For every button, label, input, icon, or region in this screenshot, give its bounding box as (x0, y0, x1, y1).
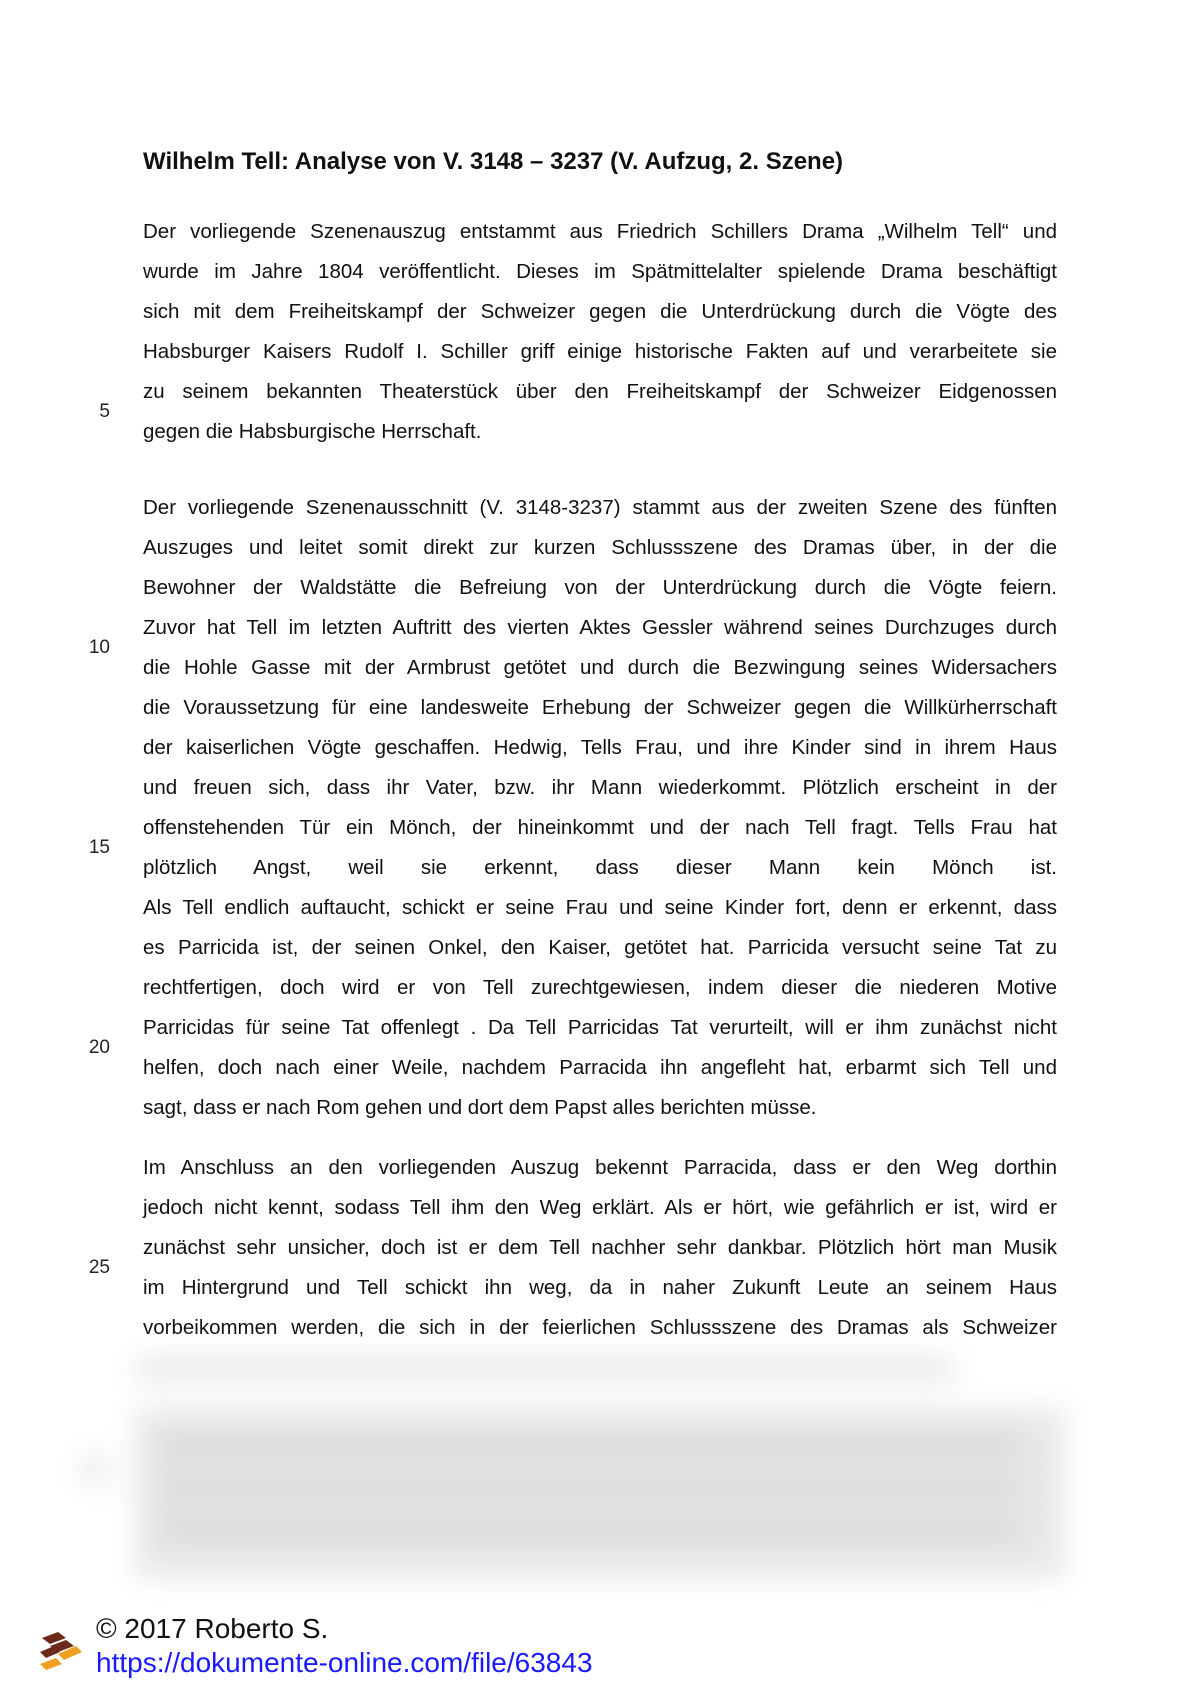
text-line: rechtfertigen, doch wird er von Tell zurechtgewiesen, indem dieser die niederen Motive (143, 976, 1057, 999)
text-line: die Hohle Gasse mit der Armbrust getötet und durch die Bezwingung seines Widersachers (143, 656, 1057, 679)
text-line: Als Tell endlich auftaucht, schickt er seine Frau und seine Kinder fort, denn er erkennt, dass (143, 896, 1057, 919)
line-number: 20 (88, 1037, 110, 1058)
copyright-text: © 2017 Roberto S. (96, 1613, 329, 1644)
footer (36, 1612, 836, 1692)
text-line: Parricidas für seine Tat offenlegt . Da Tell Parricidas Tat verurteilt, will er ihm zunächst nicht (143, 1016, 1057, 1039)
text-line: im Hintergrund und Tell schickt ihn weg, da in naher Zukunft Leute an seinem Haus (143, 1276, 1057, 1299)
text-line: offenstehenden Tür ein Mönch, der hineinkommt und der nach Tell fragt. Tells Frau hat (143, 816, 1057, 839)
text-line: zu seinem bekannten Theaterstück über den Freiheitskampf der Schweizer Eidgenossen (143, 380, 1057, 403)
text-line: vorbeikommen werden, die sich in der feierlichen Schlussszene des Dramas als Schweizer (143, 1316, 1057, 1339)
line-number: 15 (88, 837, 110, 858)
line-number: 5 (99, 401, 110, 422)
document-url-link[interactable]: https://dokumente-online.com/file/63843 (96, 1647, 593, 1678)
text-line: der kaiserlichen Vögte geschaffen. Hedwig, Tells Frau, und ihre Kinder sind in ihrem Haus (143, 736, 1057, 759)
text-line: Bewohner der Waldstätte die Befreiung von der Unterdrückung durch die Vögte feiern. (143, 576, 1057, 599)
text-line: gegen die Habsburgische Herrschaft. (143, 420, 482, 443)
text-line: jedoch nicht kennt, sodass Tell ihm den Weg erklärt. Als er hört, wie gefährlich er ist, wird er (143, 1196, 1057, 1219)
text-line: Auszuges und leitet somit direkt zur kurzen Schlussszene des Dramas über, in der die (143, 536, 1057, 559)
text-line: plötzlich Angst, weil sie erkennt, dass dieser Mann kein Mönch ist. (143, 856, 1057, 879)
text-line: zunächst sehr unsicher, doch ist er dem Tell nachher sehr dankbar. Plötzlich hört man Musik (143, 1236, 1057, 1259)
dokumente-online-logo-icon (36, 1626, 86, 1676)
text-line: Im Anschluss an den vorliegenden Auszug bekennt Parracida, dass er den Weg dorthin (143, 1156, 1057, 1179)
text-line: sagt, dass er nach Rom gehen und dort dem Papst alles berichten müsse. (143, 1096, 817, 1119)
text-line: wurde im Jahre 1804 veröffentlicht. Dieses im Spätmittelalter spielende Drama beschäftigt (143, 260, 1057, 283)
text-line: Habsburger Kaisers Rudolf I. Schiller griff einige historische Fakten auf und verarbeitete sie (143, 340, 1057, 363)
document-title: Wilhelm Tell: Analyse von V. 3148 – 3237 (V. Aufzug, 2. Szene) (143, 148, 844, 175)
text-line: und freuen sich, dass ihr Vater, bzw. ihr Mann wiederkommt. Plötzlich erscheint in der (143, 776, 1057, 799)
text-line: helfen, doch nach einer Weile, nachdem Parracida ihn angefleht hat, erbarmt sich Tell und (143, 1056, 1057, 1079)
text-line: Der vorliegende Szenenauszug entstammt aus Friedrich Schillers Drama „Wilhelm Tell“ und (143, 220, 1057, 243)
text-line: sich mit dem Freiheitskampf der Schweizer gegen die Unterdrückung durch die Vögte des (143, 300, 1057, 323)
text-line: es Parricida ist, der seinen Onkel, den Kaiser, getötet hat. Parricida versucht seine Tat zu (143, 936, 1057, 959)
line-number: 25 (88, 1257, 110, 1278)
line-number: 10 (88, 637, 110, 658)
text-line: Der vorliegende Szenenausschnitt (V. 3148-3237) stammt aus der zweiten Szene des fünften (143, 496, 1057, 519)
text-line: die Voraussetzung für eine landesweite Erhebung der Schweizer gegen die Willkürherrschaft (143, 696, 1057, 719)
text-line: Zuvor hat Tell im letzten Auftritt des vierten Aktes Gessler während seines Durchzuges durch (143, 616, 1057, 639)
